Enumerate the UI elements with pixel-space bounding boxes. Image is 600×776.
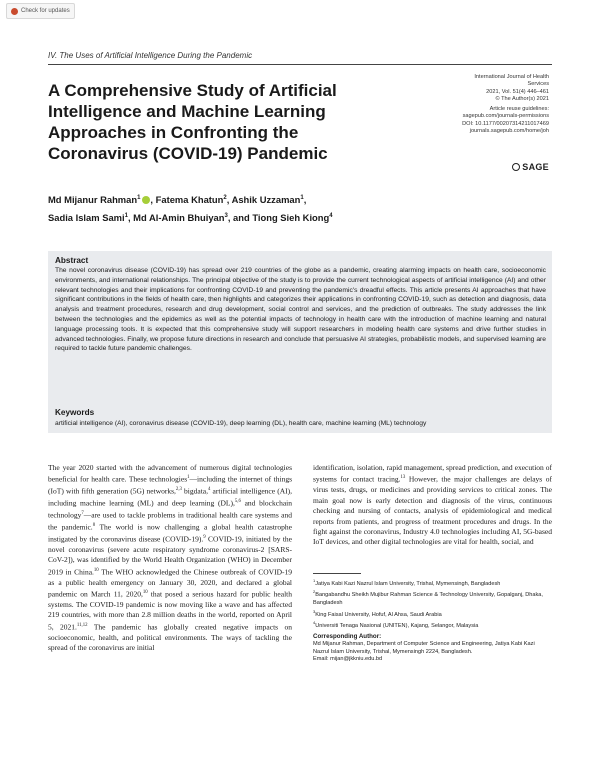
- body-text: and blockchain technology: [48, 498, 293, 520]
- affiliation-number: 4: [313, 619, 316, 625]
- citation-ref[interactable]: 1: [187, 475, 190, 481]
- citation-ref[interactable]: 10: [93, 567, 99, 573]
- author-name[interactable]: [48, 194, 150, 205]
- citation-ref[interactable]: 8: [92, 523, 96, 529]
- body-text: —including the internet of things (IoT) with fifth generation (5G) networks,: [48, 474, 292, 496]
- author-name-text: Md Al-Amin Bhuiyan: [133, 212, 225, 224]
- author-affiliation-marker: 1: [137, 195, 141, 201]
- citation-ref[interactable]: 13: [400, 475, 406, 481]
- affiliation-number: 1: [313, 578, 316, 583]
- author-name[interactable]: [133, 212, 228, 223]
- body-text: The pandemic has globally created negative impacts on socioeconomic, health, and political environments. The ways of tackling the spread of the coronavirus are initial: [48, 622, 293, 652]
- affiliation-text: Jatiya Kabi Kazi Nazrul Islam University, Trishal, Mymensingh, Bangladesh: [315, 580, 501, 587]
- body-text: that posed a serious hazard for public health systems. The COVID-19 pandemic is now moving like a wave and has affected 219 countries, with more than 2.8 million deaths in the world, reported on April 5, 2021.: [48, 589, 292, 632]
- reuse-guidelines-label: Article reuse guidelines:: [489, 106, 549, 113]
- section-label: IV. The Uses of Artificial Intelligence During the Pandemic: [48, 51, 253, 60]
- affiliation-item: [313, 588, 552, 607]
- author-affiliation-marker: 3: [224, 213, 228, 220]
- volume-line: 2021, Vol. 51(4) 446–461: [486, 88, 549, 95]
- author-name[interactable]: [232, 194, 304, 205]
- author-name-text: Tiong Sieh Kiong: [252, 212, 330, 224]
- author-name-text: Sadia Islam Sami: [48, 212, 125, 224]
- check-updates-label: Check for updates: [21, 8, 70, 14]
- journal-metadata: [429, 74, 549, 135]
- orcid-icon[interactable]: [142, 196, 150, 204]
- abstract-text: The novel coronavirus disease (COVID-19) has spread over 219 countries of the globe as a pandemic, creating alarming impacts on health care, socioeconomic environments, and international relationships. The principal objective of the study is to provide the current technological aspects of artificial intelligence (AI) and other relevant technologies and their implications for confronting COVID-19 and preventing the pandemic's dreadful effects. This article presents AI approaches that have significant contributions in the fields of health care, then highlights and categorizes their applications in confronting COVID-19, such as detection and diagnosis, data analysis and treatment procedures, research and drug development, social control and services, and the prediction of outbreaks. The study addresses the link between the technologies and the epidemics as well as the potential impacts of technology in health care with the introduction of machine learning and natural language processing tools. It is expected that this comprehensive study will support researchers in modeling health care systems and drive further studies in advanced technologies. Finally, we propose future directions in research and conclude that persuasive AI strategies, probabilistic models, and supervised learning are required to tackle future pandemic challenges.: [55, 267, 546, 353]
- body-text: —are used to tackle problems in traditional health care systems and the pandemic.: [48, 510, 292, 532]
- corresponding-author-heading: Corresponding Author:: [313, 633, 382, 640]
- body-column-right: [313, 463, 552, 548]
- copyright-line: © The Author(s) 2021: [495, 95, 549, 102]
- affiliation-item: [313, 619, 552, 630]
- body-text: artificial intelligence (AI), including machine learning (ML) and deep learning (DL),: [48, 486, 292, 508]
- author-name[interactable]: [48, 212, 128, 223]
- body-text: The world is now challenging a global health catastrophe instigated by the coronavirus disease (COVID-19).: [48, 522, 292, 544]
- doi-link[interactable]: DOI: 10.1177/00207314211017469: [462, 120, 549, 127]
- body-text: The year 2020 started with the advancement of numerous digital technologies beneficial for health care. These technologies: [48, 463, 292, 484]
- citation-ref[interactable]: 9: [203, 534, 206, 540]
- abstract-heading: Abstract: [55, 256, 89, 265]
- body-text: identification, isolation, rapid management, spread prediction, and execution of systems for contact tracing.: [313, 463, 552, 484]
- corresponding-author-details: [313, 641, 552, 664]
- affiliation-item: [313, 608, 552, 619]
- citation-ref[interactable]: 5,6: [234, 499, 241, 505]
- citation-ref[interactable]: 2,3: [175, 487, 182, 493]
- body-text: bigdata,: [181, 486, 209, 496]
- header-rule: [48, 64, 552, 65]
- affiliation-text: King Faisal University, Hofuf, Al Ahsa, Saudi Arabia: [315, 611, 442, 618]
- author-affiliation-marker: 1: [300, 195, 304, 201]
- citation-ref[interactable]: 10: [142, 589, 148, 595]
- affiliation-text: Bangabandhu Sheikh Mujibur Rahman Science & Technology University, Gopalganj, Dhaka, Bangladesh: [313, 592, 543, 606]
- footnote-rule: [313, 573, 361, 574]
- author-name-text: Md Mijanur Rahman: [48, 194, 138, 206]
- affiliations: [313, 577, 552, 630]
- journal-name-line: International Journal of Health: [474, 74, 549, 80]
- article-title: A Comprehensive Study of Artificial Intelligence and Machine Learning Approaches in Confronting the Coronavirus (COVID-19) Pandemic: [48, 81, 337, 163]
- citation-ref[interactable]: 4: [208, 487, 211, 493]
- check-for-updates-badge[interactable]: [6, 3, 75, 19]
- sage-circle-icon: [512, 163, 520, 171]
- body-column-left: [48, 463, 292, 653]
- author-name-text: Ashik Uzzaman: [231, 194, 301, 206]
- keywords-heading: Keywords: [55, 408, 95, 417]
- author-affiliation-marker: 2: [223, 195, 227, 201]
- citation-ref[interactable]: 11,12: [76, 622, 88, 628]
- sage-logo: [512, 162, 549, 172]
- affiliation-item: [313, 577, 552, 588]
- sage-logo-text: SAGE: [522, 162, 549, 172]
- keywords-text: artificial intelligence (AI), coronavirus disease (COVID-19), deep learning (DL), health care, machine learning (ML) technology: [55, 420, 427, 427]
- check-updates-icon: [11, 8, 18, 15]
- author-name[interactable]: [252, 212, 332, 223]
- citation-ref[interactable]: 7: [81, 511, 84, 517]
- author-affiliation-marker: 1: [124, 213, 128, 220]
- affiliation-number: 3: [313, 608, 316, 614]
- affiliation-text: Universiti Tenaga Nasional (UNITEN), Kajang, Selangor, Malaysia: [315, 622, 479, 629]
- body-text: However, the major challenges are delays of virus tests, drugs, or medicines and providing services to critical zones. The main goal now is early detection and diagnosis of the virus, continuous checking and nursing of contacts, analysis of epidemiological and medical reports from patients, and progress of treatment procedures and drugs. In the fight against the coronavirus, Industry 4.0 technologies including AI, 5G-based IoT devices, and other digital technologies are vital for health, social, and: [313, 474, 552, 547]
- corresponding-author-address: Md Mijanur Rahman, Department of Computer Science and Engineering, Jatiya Kabi Kazi Nazrul Islam University, Trishal, Mymensingh 2224, Bangladesh.: [313, 641, 535, 655]
- permissions-link[interactable]: sagepub.com/journals-permissions: [462, 113, 549, 120]
- author-name-text: Fatema Khatun: [155, 194, 224, 206]
- affiliation-number: 2: [313, 589, 316, 595]
- journal-name-line: Services: [527, 81, 549, 88]
- author-name[interactable]: [156, 194, 227, 205]
- journal-home-link[interactable]: journals.sagepub.com/home/joh: [469, 128, 549, 135]
- corresponding-author-email[interactable]: Email: mijan@jkkniu.edu.bd: [313, 656, 383, 663]
- body-text: COVID-19, initiated by the novel coronavirus (severe acute respiratory syndrome coronavirus-2 [SARS-CoV-2]), was identified by the World Health Organization (WHO) in December 2019 in China.: [48, 534, 292, 577]
- author-affiliation-marker: 4: [329, 213, 333, 220]
- author-list: Md Mijanur Rahman$^1$ , Fatema Khatun$^2$, Ashik Uzzaman$^1$, Sadia Islam Sami$^1$, Md Al-Amin Bhuiyan$^3$, and Tiong Sieh Kiong$^4$: [48, 194, 333, 224]
- body-text: The WHO acknowledged the Chinese outbreak of COVID-19 as a public health emergency on January 30, 2020, and declared a global pandemic on March 11, 2020,: [48, 567, 292, 599]
